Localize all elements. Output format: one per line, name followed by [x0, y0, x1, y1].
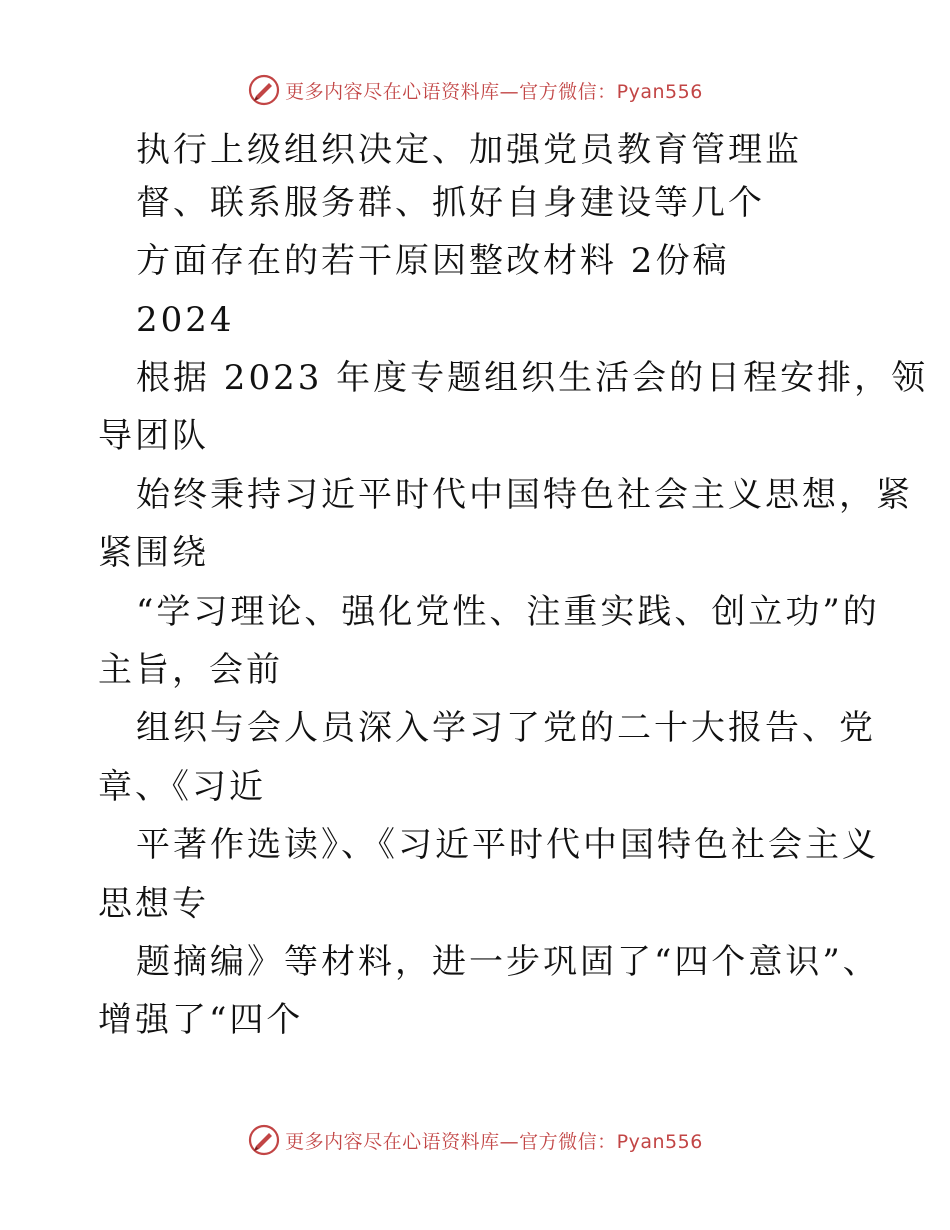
text-line: 始终秉持习近平时代中国特色社会主义思想，紧 — [136, 475, 913, 515]
text-line: 平著作选读》、《习近平时代中国特色社会主义 — [136, 825, 879, 865]
pen-logo-icon — [247, 73, 281, 107]
header-watermark — [0, 70, 950, 110]
text-line: 思想专 — [98, 884, 209, 924]
text-line: 章、《习近 — [98, 767, 266, 807]
text-line: 增强了“四个 — [98, 1000, 304, 1040]
footer-watermark — [0, 1120, 950, 1160]
text-line: 方面存在的若干原因整改材料 2份稿 — [136, 241, 730, 281]
text-line: 根据 2023 年度专题组织生活会的日程安排，领 — [136, 358, 929, 398]
text-line: “学习理论、强化党性、注重实践、创立功”的 — [136, 592, 880, 632]
text-line: 2024 — [136, 300, 235, 340]
text-line: 督、联系服务群、抓好自身建设等几个 — [136, 183, 765, 223]
text-line: 紧围绕 — [98, 533, 209, 573]
watermark-text: 更多内容尽在心语资料库—官方微信：Pyan556 — [285, 1130, 703, 1153]
text-line: 组织与会人员深入学习了党的二十大报告、党 — [136, 708, 876, 748]
pen-logo-icon — [247, 1123, 281, 1157]
text-line: 执行上级组织决定、加强党员教育管理监 — [136, 130, 802, 170]
text-line: 导团队 — [98, 416, 209, 456]
text-line: 主旨，会前 — [98, 650, 283, 690]
text-line: 题摘编》等材料，进一步巩固了“四个意识”、 — [136, 942, 880, 982]
watermark-text: 更多内容尽在心语资料库—官方微信：Pyan556 — [285, 80, 703, 103]
